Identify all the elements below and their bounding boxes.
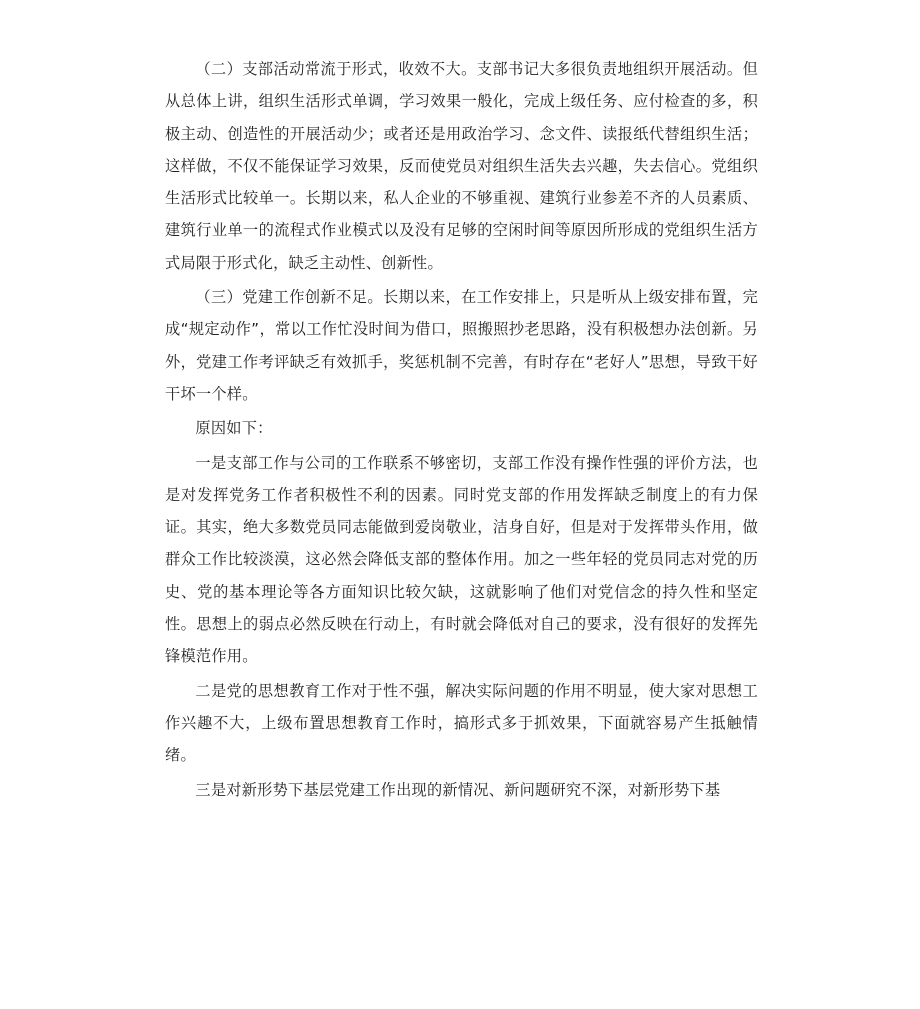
document-body bbox=[165, 53, 758, 808]
paragraph-innovation: （三）党建工作创新不足。长期以来，在工作安排上，只是听从上级安排布置，完成“规定动作”，常以工作忙没时间为借口，照搬照抄老思路，没有积极想办法创新。另外，党建工作考评缺乏有效抓手，奖惩机制不完善，有时存在“老好人”思想，导致干好干坏一个样。 bbox=[165, 288, 758, 403]
paragraph-reason-two: 二是党的思想教育工作对于性不强，解决实际问题的作用不明显，使大家对思想工作兴趣不大，上级布置思想教育工作时，搞形式多于抓效果，下面就容易产生抵触情绪。 bbox=[165, 681, 758, 765]
paragraph-reason-one: 一是支部工作与公司的工作联系不够密切，支部工作没有操作性强的评价方法，也是对发挥党务工作者积极性不利的因素。同时党支部的作用发挥缺乏制度上的有力保证。其实，绝大多数党员同志能做到爱岗敬业，洁身自好，但是对于发挥带头作用，做群众工作比较淡漠，这必然会降低支部的整体作用。加之一些年轻的党员同志对党的历史、党的基本理论等各方面知识比较欠缺，这就影响了他们对党信念的持久性和坚定性。思想上的弱点必然反映在行动上，有时就会降低对自己的要求，没有很好的发挥先锋模范作用。 bbox=[165, 453, 758, 666]
paragraph-branch-activities: （二）支部活动常流于形式，收效不大。支部书记大多很负责地组织开展活动。但从总体上讲，组织生活形式单调，学习效果一般化，完成上级任务、应付检查的多，积极主动、创造性的开展活动少；或者还是用政治学习、念文件、读报纸代替组织生活；这样做，不仅不能保证学习效果，反而使党员对组织生活失去兴趣，失去信心。党组织生活形式比较单一。长期以来，私人企业的不够重视、建筑行业参差不齐的人员素质、建筑行业单一的流程式作业模式以及没有足够的空闲时间等原因所形成的党组织生活方式局限于形式化，缺乏主动性、创新性。 bbox=[165, 60, 758, 272]
paragraph-reasons-heading: 原因如下： bbox=[195, 419, 273, 438]
paragraph-reason-three: 三是对新形势下基层党建工作出现的新情况、新问题研究不深，对新形势下基 bbox=[195, 780, 721, 799]
